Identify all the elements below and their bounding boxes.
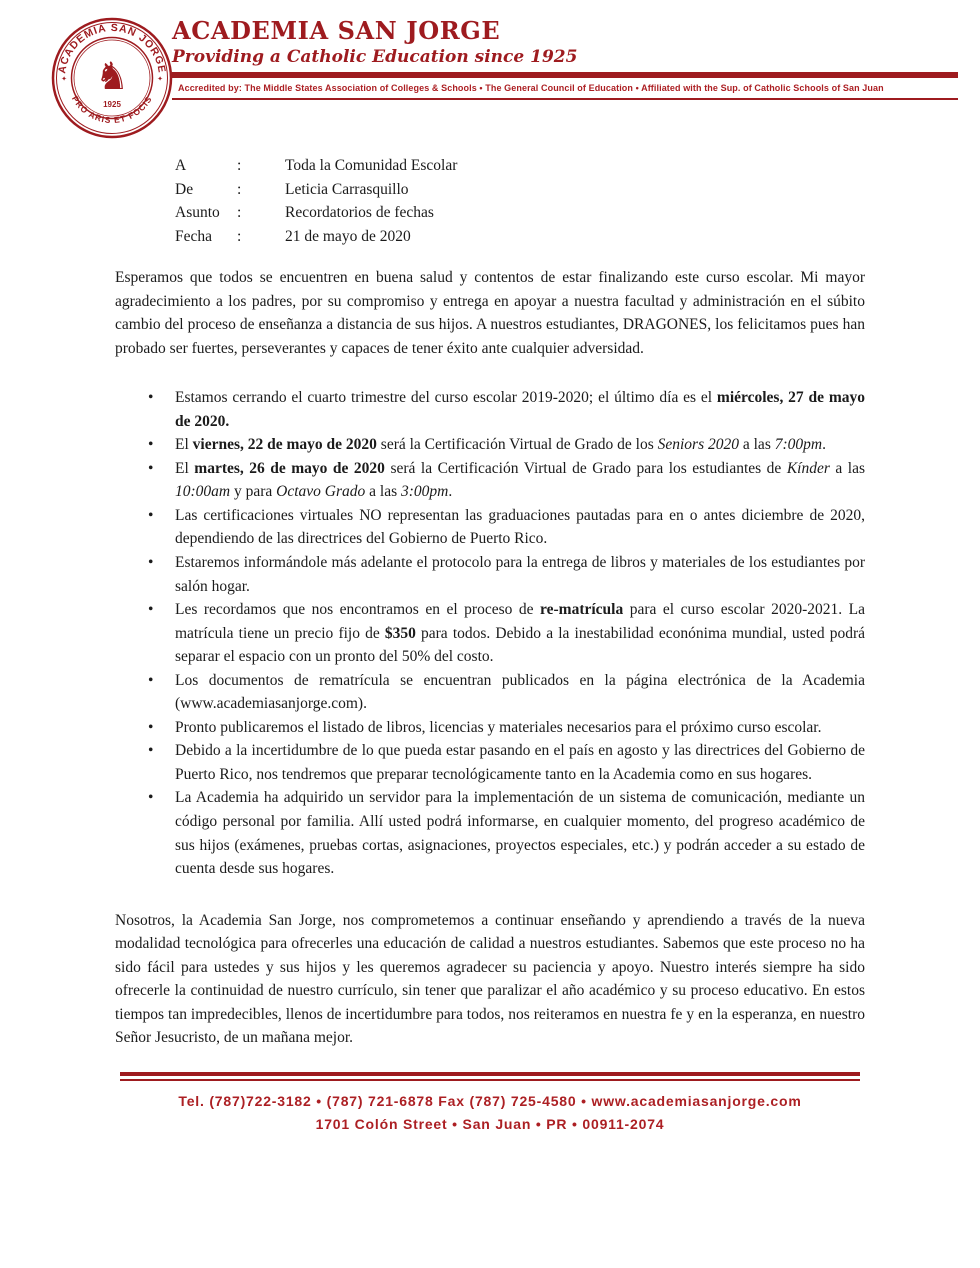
text-run: El [175, 459, 195, 477]
text-run: . [822, 436, 826, 454]
school-seal [50, 14, 174, 142]
seal-right-star-icon: ✦ [157, 75, 163, 83]
intro-paragraph [115, 266, 865, 360]
text-run: viernes, 22 de mayo de 2020 [192, 436, 377, 454]
seal-top-text: ACADEMIA SAN JORGE [56, 21, 168, 75]
memo-field-colon: : [237, 204, 242, 221]
text-run: Los documentos de rematrícula se encuentran publicados en la página electrónica de la Academia (www.academiasanjorge.com). [175, 671, 865, 713]
seal-left-star-icon: ✦ [61, 75, 67, 83]
text-run: será la Certificación Virtual de Grado de los [376, 436, 658, 454]
memo-field-label: Asunto [175, 204, 220, 221]
text-run: Octavo Grado [276, 483, 366, 501]
text-run: 3:00pm [401, 483, 449, 501]
letter-body [0, 266, 980, 1050]
footer-rule-thin [120, 1079, 860, 1081]
memo-field-row-from [175, 178, 865, 202]
header-rule-thin [172, 98, 958, 100]
memo-field-label: Fecha [175, 227, 213, 245]
bullet-item [148, 739, 865, 786]
text-run: La Academia ha adquirido un servidor para la implementación de un sistema de comunicación, mediante un código personal por familia. Allí usted podrá informarse, en cualquier momento, del progreso académico de sus hijos (exámenes, pruebas cortas, asignaciones, proyectos especiales, etc.) y podrán acceder a su estado de cuenta desde sus hogares. [175, 789, 865, 878]
closing-paragraph [115, 909, 865, 1050]
text-run: será la Certificación Virtual de Grado para los estudiantes de [384, 459, 787, 477]
bullet-item [148, 504, 865, 551]
text-run: Las certificaciones virtuales NO representan las graduaciones pautadas para en o antes diciembre de 2020, dependiendo de las directrices del Gobierno de Puerto Rico. [175, 506, 865, 548]
footer-rule-thick [120, 1072, 860, 1076]
bullet-item [148, 457, 865, 504]
text-run: Pronto publicaremos el listado de libros, licencias y materiales necesarios para el próximo curso escolar. [175, 718, 822, 736]
memo-header [175, 154, 865, 248]
school-seal-graphic [50, 14, 174, 142]
memo-field-colon: : [237, 227, 242, 245]
text-run: Kínder [786, 459, 830, 477]
text-run: Debido a la incertidumbre de lo que pueda estar pasando en el país en agosto y las directrices del Gobierno de Puerto Rico, nos tendremos que preparar tecnológicamente tanto en la Academia como en sus hogares. [175, 742, 865, 783]
text-run: Seniors 2020 [657, 436, 739, 454]
text-run: . [448, 483, 453, 501]
letterhead-right [172, 0, 958, 100]
seal-bottom-text: PRO ARIS ET FOCIS [69, 94, 155, 126]
text-run: Les recordamos que nos encontramos en el proceso de [175, 601, 541, 619]
letterhead [0, 0, 980, 150]
text-run: para el curso escolar 2020-2021. La matrícula tiene un precio fijo de [175, 601, 865, 642]
memo-field-value: Leticia Carrasquillo [285, 180, 409, 198]
text-run: 7:00pm [774, 436, 823, 454]
text-run: Estaremos informándole más adelante el protocolo para la entrega de libros y materiales de los estudiantes por salón hogar. [175, 554, 865, 595]
footer-address-line: 1701 Colón Street • San Juan • PR • 00911-2074 [315, 1115, 665, 1132]
bullet-item [148, 716, 865, 740]
text-run: a las [365, 483, 402, 501]
memo-field-value: Recordatorios de fechas [285, 204, 434, 221]
text-run: miércoles, 27 de mayo de 2020. [175, 389, 865, 430]
memo-field-row-date [175, 225, 865, 249]
memo-field-row-to [175, 154, 865, 178]
bullet-item [148, 786, 865, 880]
memo-field-label: De [175, 180, 194, 198]
school-name: ACADEMIA SAN JORGE [172, 16, 501, 45]
text-run: Nosotros, la Academia San Jorge, nos comprometemos a continuar enseñando y aprendiendo a través de la nueva modalidad tecnológica para ofrecerles una educación de calidad a nuestros estudiantes. Sabemos que este proceso no ha sido fácil para ustedes y sus hijos y les queremos agradecer su paciencia y apoyo. Nuestro interés siempre ha sido ofrecerle la continuidad de nuestro currículo, sin tener que paralizar el año académico y su proceso educativo. En estos tiempos tan impredecibles, llenos de incertidumbre para todos, nos reiteramos en nuestra fe y en la esperanza, en nuestro Señor Jesucristo, de un mañana mejor. [115, 911, 865, 1047]
text-run: Estamos cerrando el cuarto trimestre del curso escolar 2019-2020; el último día es el [175, 389, 717, 407]
bullet-item [148, 433, 865, 457]
memo-field-value: 21 de mayo de 2020 [285, 227, 411, 245]
st-george-emblem-icon: ♞ [94, 56, 130, 98]
text-run: 10:00am [175, 483, 231, 501]
memo-field-colon: : [237, 157, 242, 174]
bullet-item [148, 386, 865, 433]
seal-year: 1925 [103, 100, 121, 109]
memo-field-value: Toda la Comunidad Escolar [285, 157, 458, 174]
bullet-item [148, 551, 865, 598]
text-run: a las [829, 459, 865, 477]
text-run: Esperamos que todos se encuentren en buena salud y contentos de estar finalizando este curso escolar. Mi mayor agradecimiento a los padres, por su compromiso y entrega en apoyar a nuestra facultad y administración en el súbito cambio del proceso de enseñanza a distancia de sus hijos. A nuestros estudiantes, DRAGONES, los felicitamos pues han probado ser fuertes, perseverantes y capaces de tener éxito ante cualquier adversidad. [115, 269, 865, 357]
footer-contact-line: Tel. (787)722-3182 • (787) 721-6878 Fax (787) 725-4580 • www.academiasanjorge.com [178, 1092, 802, 1109]
text-run: El [175, 436, 193, 454]
school-tagline: Providing a Catholic Education since 1925 [172, 47, 578, 67]
text-run: y para [230, 483, 277, 501]
text-run: a las [739, 436, 775, 454]
memo-field-row-subject [175, 201, 865, 225]
seal-bottom-text-holder [70, 94, 154, 125]
memo-field-colon: : [237, 180, 242, 198]
accreditation-line: Accredited by: The Middle States Association of Colleges & Schools • The General Council of Education • Affiliated with the Sup. of Catholic Schools of San Juan [178, 83, 884, 93]
text-run: para todos. Debido a la inestabilidad econónima mundial, usted podrá separar el espacio con un pronto del 50% del costo. [175, 624, 865, 666]
bullet-item [148, 598, 865, 669]
header-rule-thick [172, 72, 958, 78]
bullet-item [148, 669, 865, 716]
text-run: martes, 26 de mayo de 2020 [194, 459, 385, 477]
bullet-list [148, 386, 865, 880]
memo-field-label: A [175, 157, 187, 174]
page-footer [0, 1072, 980, 1132]
text-run: $350 [384, 624, 416, 642]
text-run: re-matrícula [540, 601, 624, 619]
